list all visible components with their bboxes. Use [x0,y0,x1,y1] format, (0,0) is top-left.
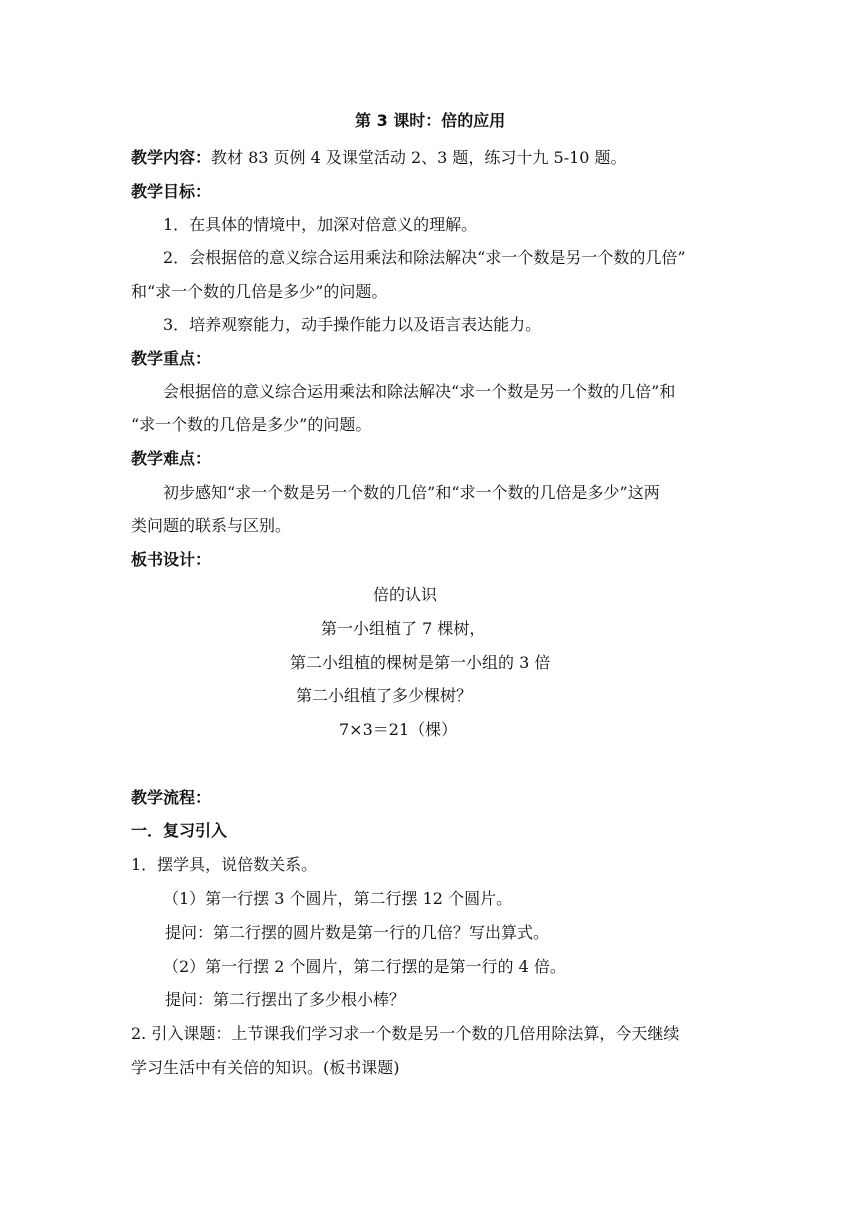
difficulty-heading: 教学难点： [131,449,212,468]
goals-heading: 教学目标： [131,182,212,201]
board-line: 倍的认识 [373,585,438,604]
goal-line: 3．培养观察能力，动手操作能力以及语言表达能力。 [163,315,542,334]
teaching-content-label: 教学内容： [131,148,212,167]
board-design-heading: 板书设计： [131,550,212,569]
process-line: （2）第一行摆 2 个圆片，第二行摆的是第一行的 4 倍。 [163,957,566,976]
board-line: 7×3＝21（棵） [339,720,458,739]
process-line: 1．摆学具，说倍数关系。 [131,855,318,874]
section-heading: 一．复习引入 [131,821,228,840]
key-points-heading: 教学重点： [131,349,212,368]
goal-line: 2．会根据倍的意义综合运用乘法和除法解决“求一个数是另一个数的几倍” [163,248,686,267]
difficulty-line: 类问题的联系与区别。 [131,516,292,535]
board-line: 第一小组植了 7 棵树， [321,619,486,638]
board-line: 第二小组植了多少棵树？ [296,686,473,705]
board-line: 第二小组植的棵树是第一小组的 3 倍 [290,653,551,672]
lesson-title: 第 3 课时：倍的应用 [355,111,506,130]
key-point-line: “求一个数的几倍是多少”的问题。 [131,415,372,434]
difficulty-line: 初步感知“求一个数是另一个数的几倍”和“求一个数的几倍是多少”这两 [163,483,660,502]
process-line: 提问：第二行摆的圆片数是第一行的几倍？写出算式。 [165,923,550,942]
goal-line: 1．在具体的情境中，加深对倍意义的理解。 [163,215,478,234]
process-heading: 教学流程： [131,788,212,807]
process-line: 2. 引入课题：上节课我们学习求一个数是另一个数的几倍用除法算，今天继续 [131,1024,680,1043]
teaching-content [131,147,627,169]
process-line: 学习生活中有关倍的知识。(板书课题) [131,1058,400,1077]
goal-line: 和“求一个数的几倍是多少”的问题。 [131,282,388,301]
teaching-content-text: 教材 83 页例 4 及课堂活动 2、3 题，练习十九 5-10 题。 [211,148,627,167]
process-line: （1）第一行摆 3 个圆片，第二行摆 12 个圆片。 [163,889,513,908]
key-point-line: 会根据倍的意义综合运用乘法和除法解决“求一个数是另一个数的几倍”和 [163,382,676,401]
process-line: 提问：第二行摆出了多少根小棒？ [165,990,406,1009]
